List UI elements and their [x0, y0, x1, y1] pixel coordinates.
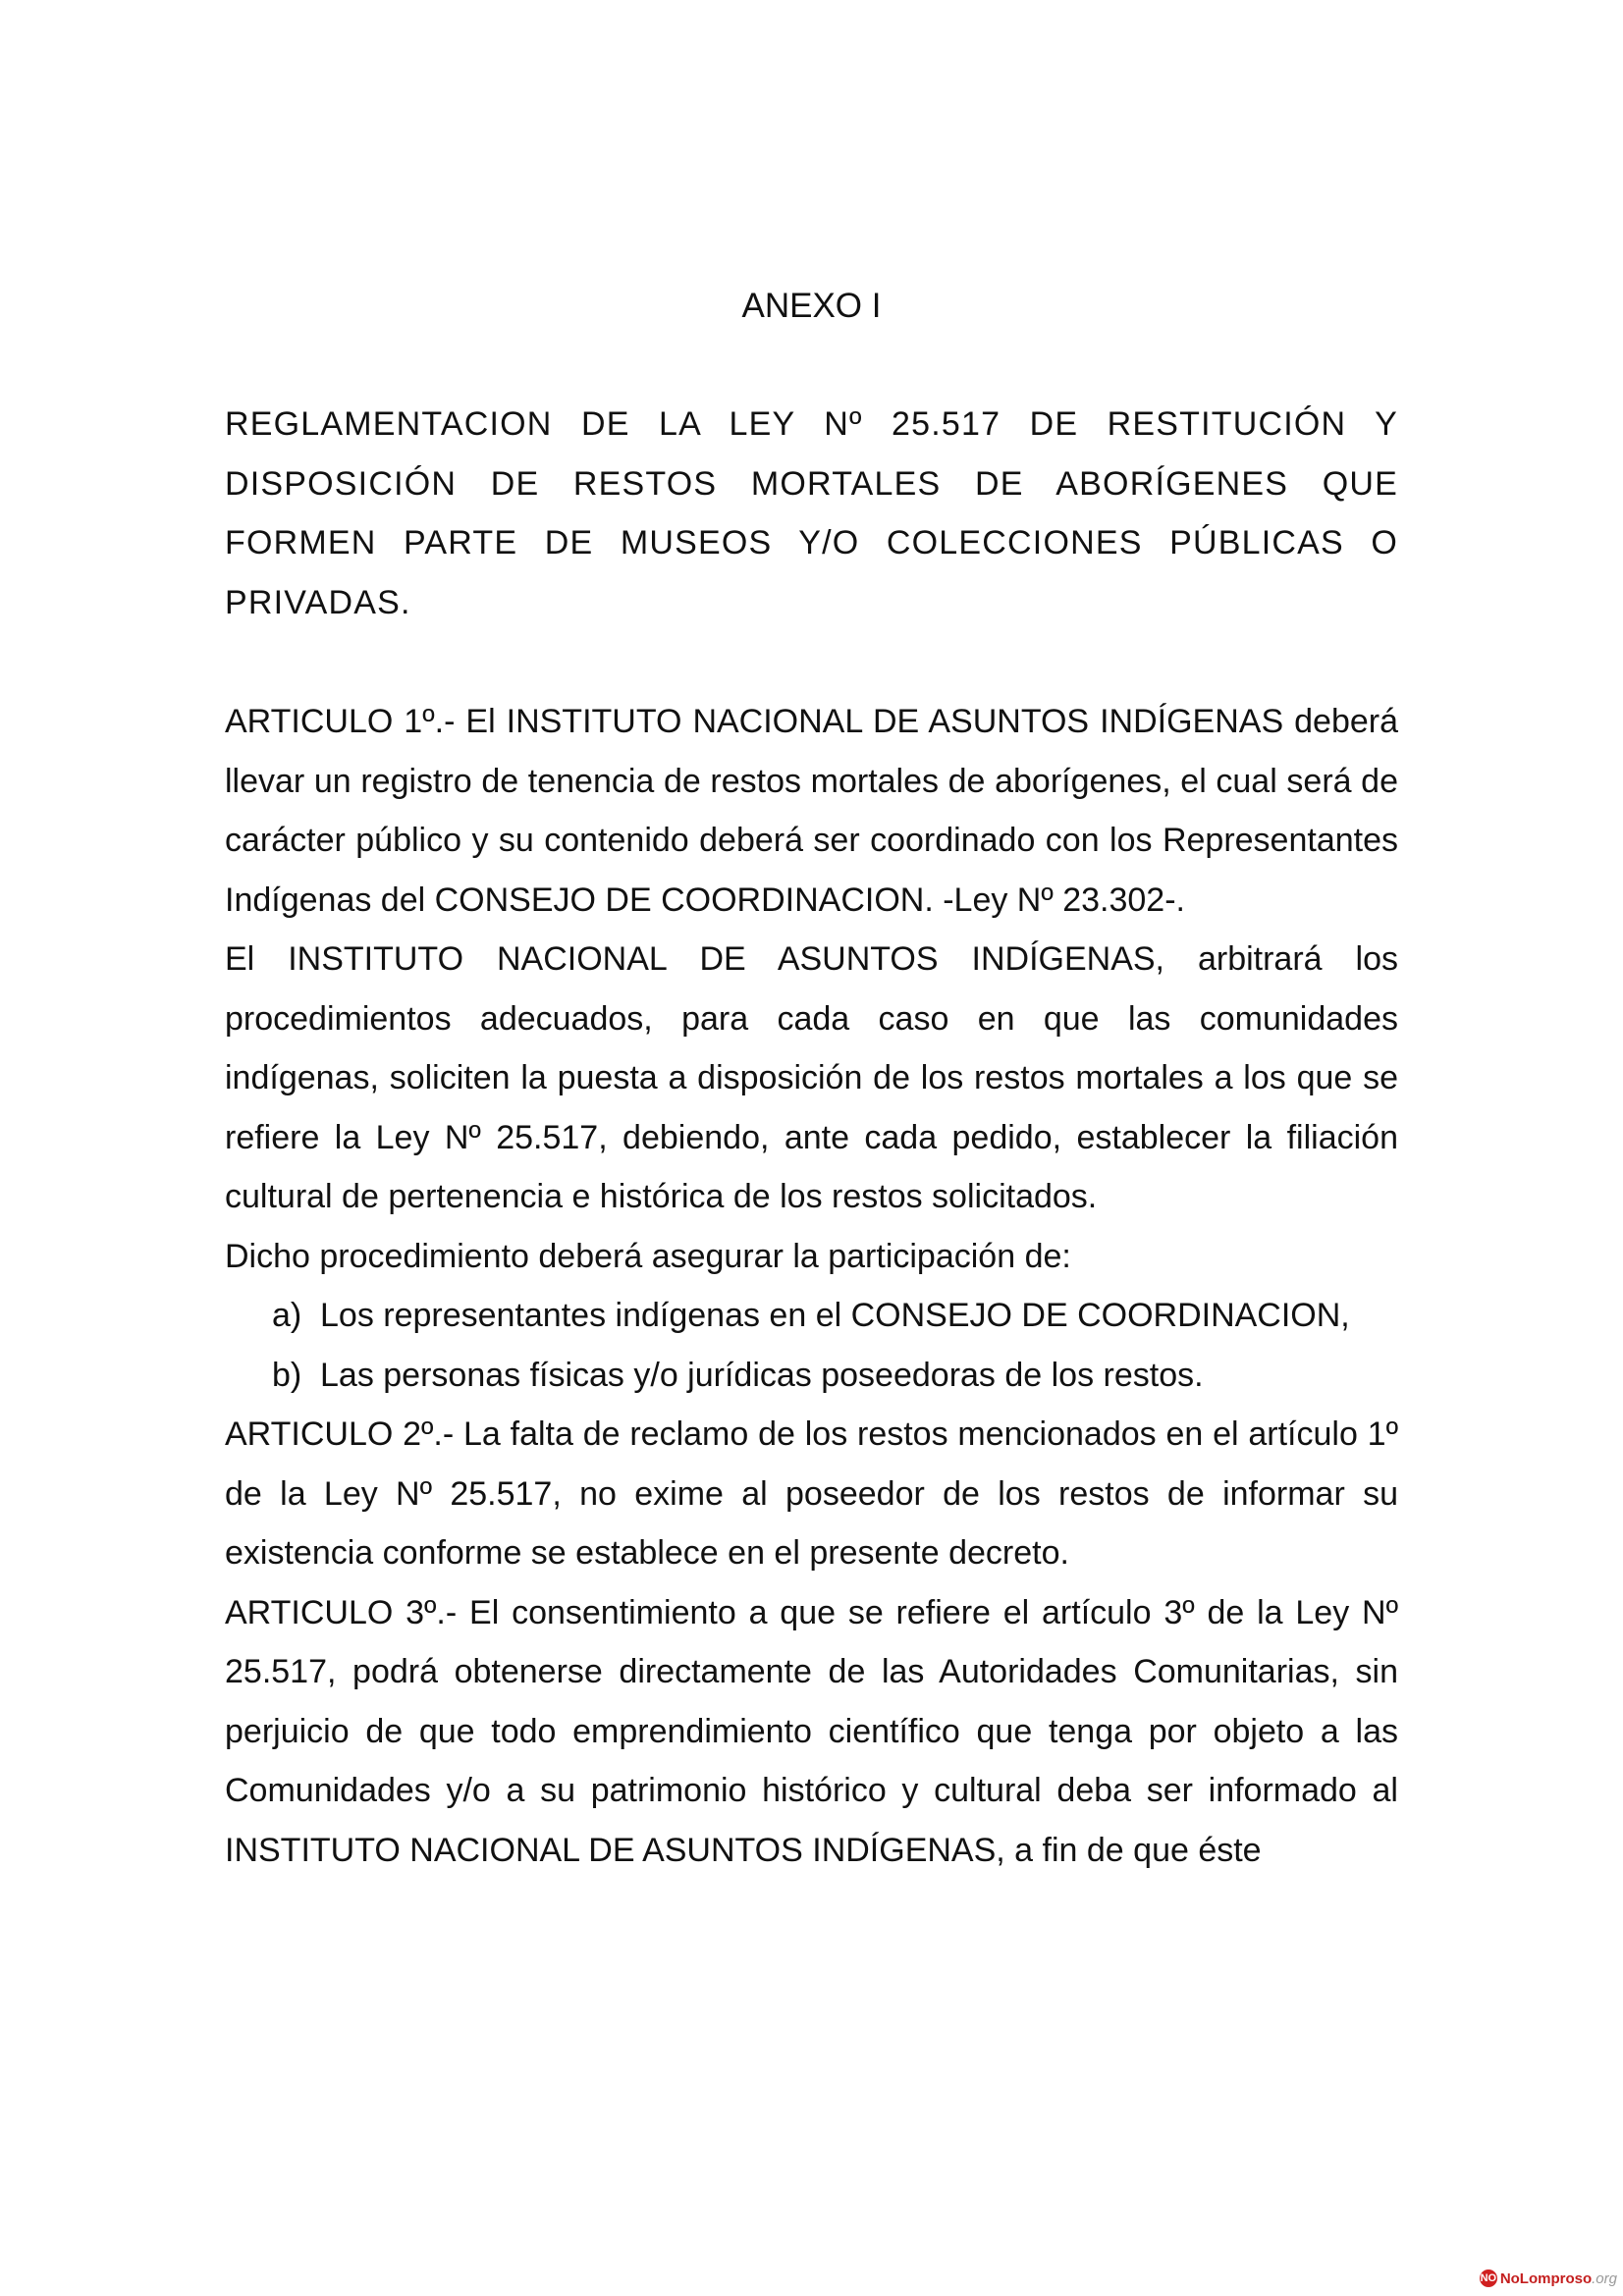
article-1-paragraph-2: El INSTITUTO NACIONAL DE ASUNTOS INDÍGENAS, arbitrará los procedimientos adecuados, para cada caso en que las comunidades indígenas, soliciten la puesta a disposición de los restos mortales a los que se refiere la Ley Nº 25.517, debiendo, ante cada pedido, establecer la filiación cultural de pertenencia e histórica de los restos solicitados.	[225, 940, 1398, 1215]
article-1-paragraph-3: Dicho procedimiento deberá asegurar la participación de:	[225, 1237, 1071, 1275]
list-item	[225, 1286, 1398, 1346]
list-item	[225, 1346, 1398, 1406]
article-3-paragraph: ARTICULO 3º.- El consentimiento a que se refiere el artículo 3º de la Ley Nº 25.517, podrá obtenerse directamente de las Autoridades Comunitarias, sin perjuicio de que todo emprendimiento científico que tenga por objeto a las Comunidades y/o a su patrimonio histórico y cultural deba ser informado al INSTITUTO NACIONAL DE ASUNTOS INDÍGENAS, a fin de que éste	[225, 1593, 1398, 1869]
participants-list	[225, 1286, 1398, 1405]
watermark-brand: NoLomproso	[1499, 2269, 1593, 2287]
watermark-tld: .org	[1592, 2269, 1617, 2287]
document-title	[225, 395, 1398, 632]
article-2-paragraph: ARTICULO 2º.- La falta de reclamo de los restos mencionados en el artículo 1º de la Ley Nº 25.517, no exime al poseedor de los restos de informar su existencia conforme se establece en el presente decreto.	[225, 1415, 1398, 1572]
list-item-text: Los representantes indígenas en el CONSEJO DE COORDINACION,	[320, 1297, 1350, 1334]
watermark-logo-icon: NO	[1480, 2269, 1497, 2287]
list-marker: b)	[272, 1356, 302, 1394]
articles-section	[225, 692, 1398, 1880]
site-watermark	[1480, 2267, 1617, 2290]
annex-heading: ANEXO I	[741, 287, 882, 325]
list-marker: a)	[272, 1297, 302, 1334]
list-item-text: Las personas físicas y/o jurídicas poseedoras de los restos.	[320, 1356, 1204, 1394]
article-1-paragraph-1: ARTICULO 1º.- El INSTITUTO NACIONAL DE ASUNTOS INDÍGENAS deberá llevar un registro de tenencia de restos mortales de aborígenes, el cual será de carácter público y su contenido deberá ser coordinado con los Representantes Indígenas del CONSEJO DE COORDINACION. -Ley Nº 23.302-.	[225, 703, 1398, 919]
title-text: REGLAMENTACION DE LA LEY Nº 25.517 DE RESTITUCIÓN Y DISPOSICIÓN DE RESTOS MORTALES DE ABORÍGENES QUE FORMEN PARTE DE MUSEOS Y/O COLECCIONES PÚBLICAS O PRIVADAS.	[225, 405, 1398, 621]
